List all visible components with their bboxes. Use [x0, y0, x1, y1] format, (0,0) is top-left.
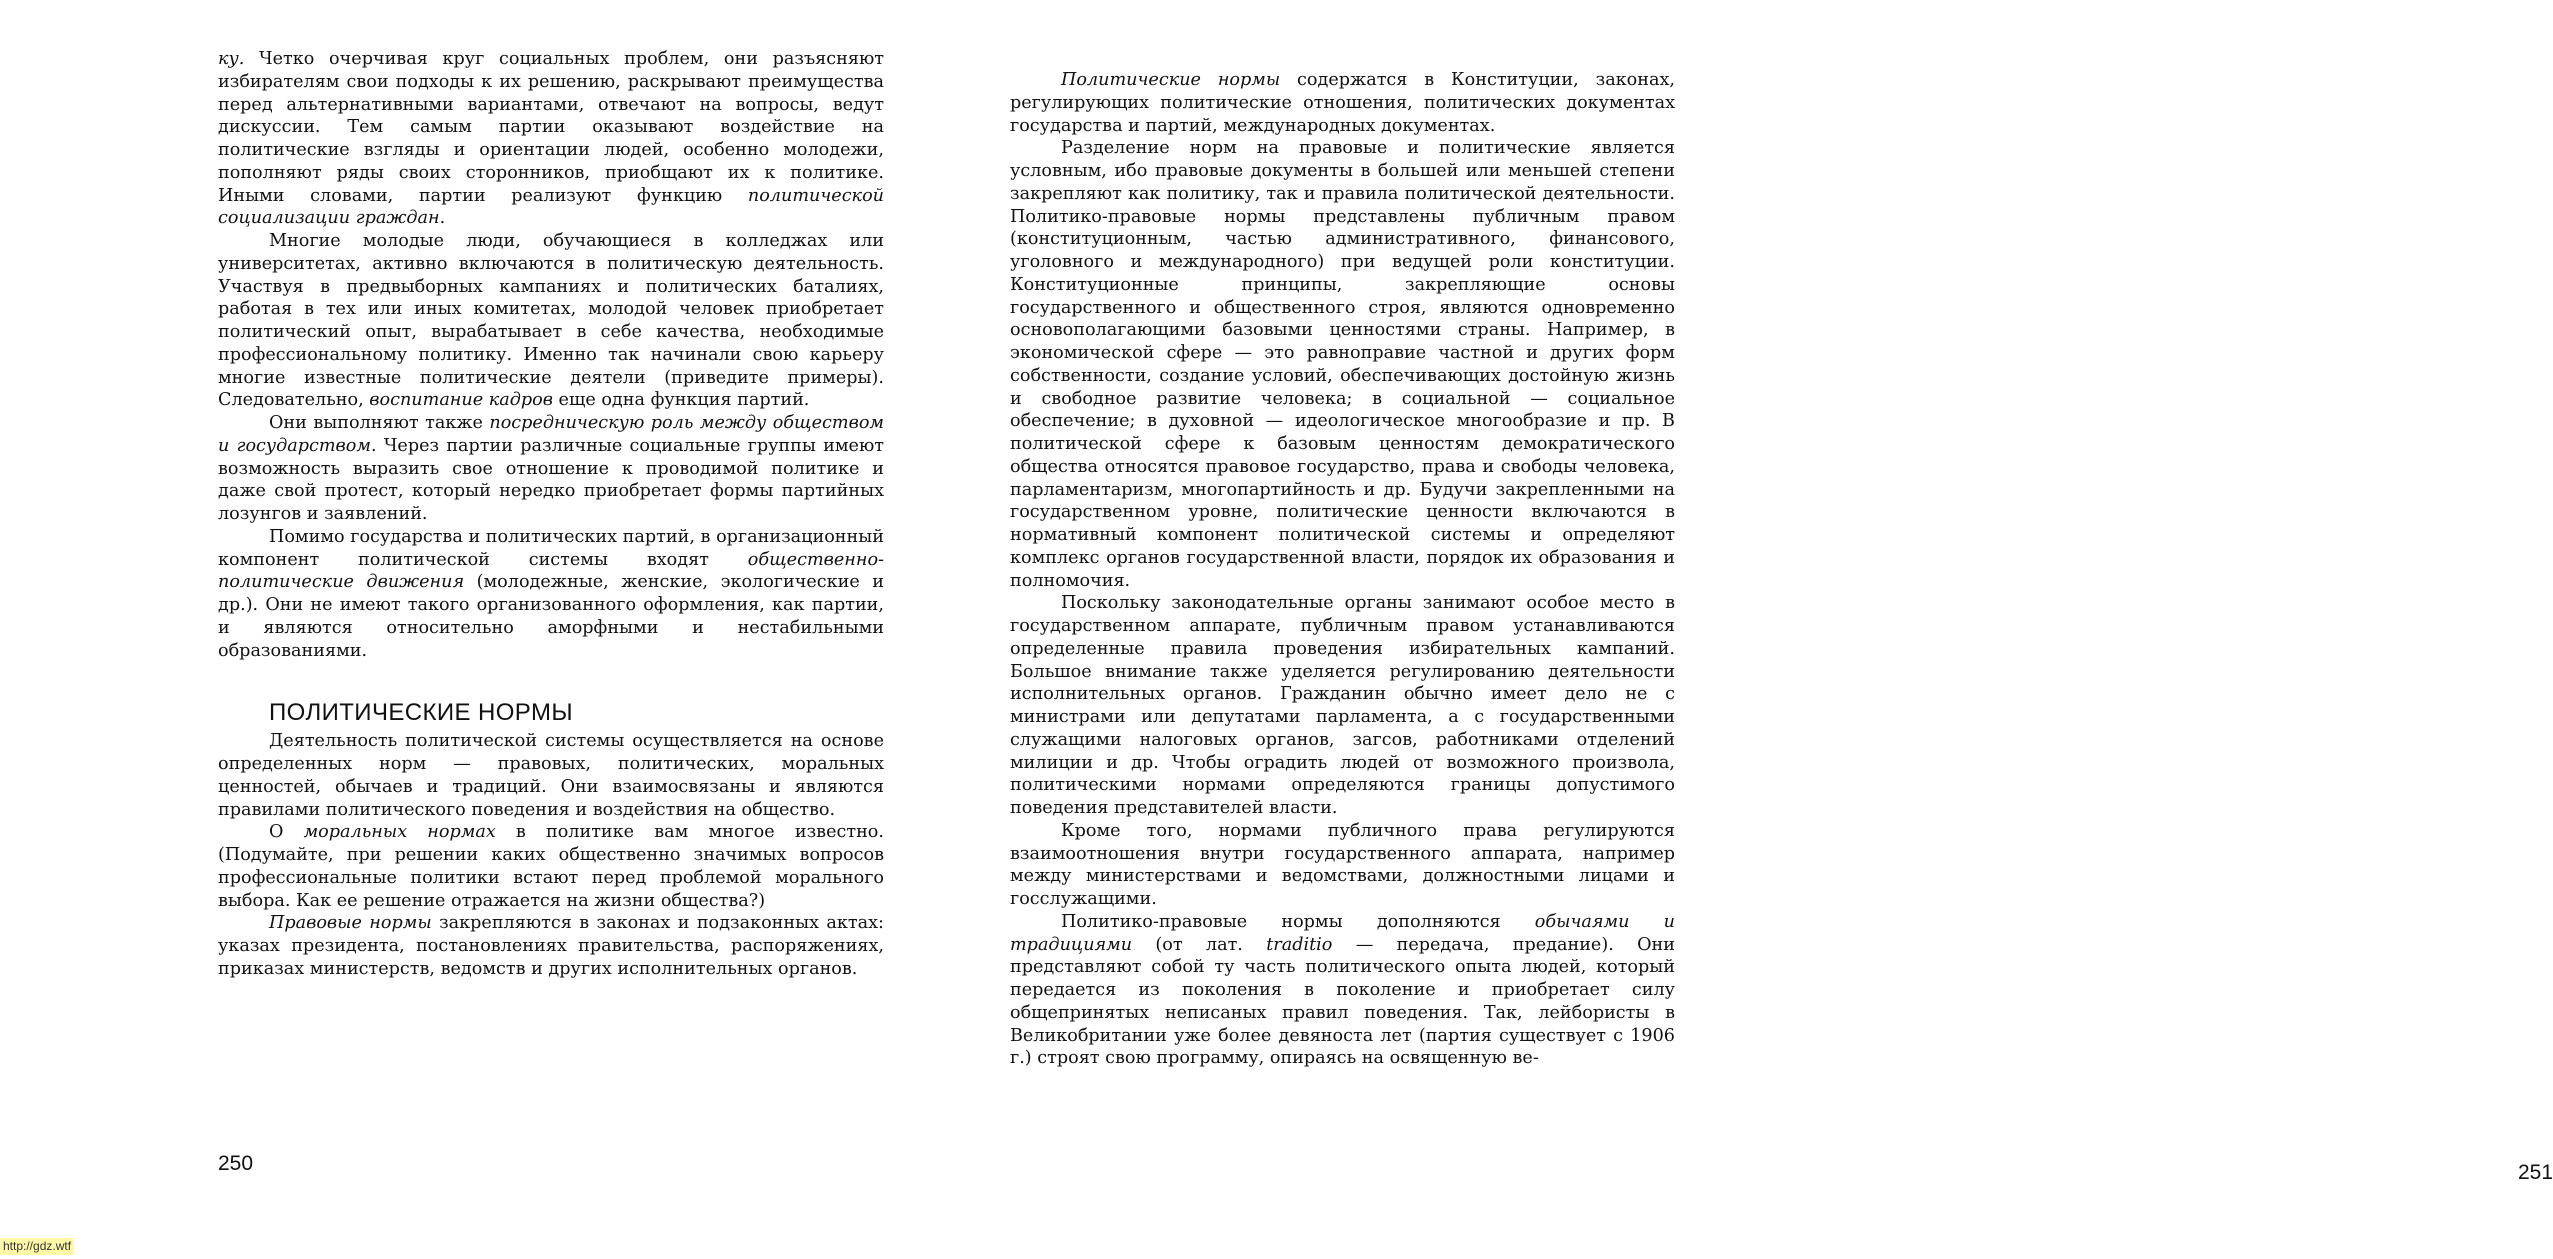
text-run: Разделение норм на правовые и политические является условным, ибо правовые документы в большей или меньшей степени закрепляют как политику, так и правила политической деятельности. Политико-правовые нормы представлены публичным правом (конституционным, частью административного, финансового, уголовного и международного) при ведущей роли конституции. Конституционные принципы, закрепляющие основы государственного и общественного строя, являются одновременно основополагающими базовыми ценностями страны. Например, в экономической сфере — это равноправие частной и других форм собственности, создание условий, обеспечивающих достойную жизнь и свободное развитие человека; в социальной — социальное обеспечение; в духовной — идеологическое многообразие и пр. В политической сфере к базовым ценностям демократического общества относятся правовое государство, права и свободы человека, парламентаризм, многопартийность и др. Будучи закрепленными на государственном уровне, политические ценности включаются в нормативный компонент политической системы и определяют комплекс органов государственной власти, порядок их образования и полномочия.	[1010, 138, 1675, 591]
left-page	[0, 0, 885, 1259]
paragraph	[1010, 820, 1675, 911]
paragraph	[218, 526, 884, 663]
italic-term: ку.	[218, 49, 245, 69]
text-run: Политико-правовые нормы дополняются	[1061, 911, 1535, 932]
paragraph	[218, 730, 884, 821]
right-paragraphs	[1010, 69, 1675, 1070]
paragraph	[218, 912, 884, 980]
watermark-link[interactable]: http://gdz.wtf	[0, 1238, 74, 1255]
text-run: Четко очерчивая круг социальных проблем, они разъясняют избирателям свои подходы к их решению, раскрывают преимущества перед альтернативными вариантами, отвечают на вопросы, ведут дискуссии. Тем самым партии оказывают воздействие на политические взгляды и ориентации людей, особенно молодежи, пополняют ряды своих сторонников, приобщают их к политике. Иными словами, партии реализуют функцию	[218, 49, 884, 206]
right-page	[877, 0, 2553, 1259]
right-text-column	[1010, 69, 1675, 1070]
text-run: содержатся в Конституции, законах, регулирующих политические отношения, политических документах государства и партий, международных документах.	[1010, 70, 1675, 136]
text-run: Кроме того, нормами публичного права регулируются взаимоотношения внутри государственного аппарата, например между министерствами и ведомствами, должностными лицами и госслужащими.	[1010, 820, 1675, 909]
text-run: еще одна функция партий.	[552, 390, 810, 411]
text-run: (от лат.	[1132, 934, 1267, 955]
italic-term: Политические нормы	[1061, 70, 1281, 90]
italic-term: Правовые нормы	[269, 913, 432, 934]
text-run: Они выполняют также	[269, 413, 490, 433]
text-run: .	[439, 208, 446, 229]
paragraph	[218, 821, 884, 912]
text-run: Помимо государства и политических партий, в организационный компонент политической системы входят	[218, 526, 884, 570]
text-run: закрепляются в законах и подзаконных актах: указах президента, постановлениях правительства, распоряжениях, приказах министерств, ведомств и других исполнительных органов.	[218, 913, 884, 979]
italic-term: политической социализации граждан	[218, 185, 884, 229]
left-paragraphs	[218, 48, 884, 662]
paragraph	[218, 230, 884, 412]
italic-term: воспитание кадров	[369, 390, 553, 411]
text-run: Поскольку законодательные органы занимают особое место в государственном аппарате, публичным правом устанавливаются определенные правила проведения избирательных кампаний. Большое внимание также уделяется регулированию деятельности исполнительных органов. Гражданин обычно имеет дело не с министрами или депутатами парламента, а с государственными служащими налоговых органов, загсов, работниками отделений милиции и др. Чтобы оградить людей от возможного произвола, политическими нормами определяются границы допустимого поведения представителей власти.	[1010, 593, 1675, 818]
italic-term: посредническую роль между обществом и государством	[218, 413, 885, 456]
page-number-right: 251	[2518, 1161, 2553, 1184]
text-run: — передача, предание). Они представляют собой ту часть политического опыта людей, который передается из поколения в поколение и приобретает силу общепринятых неписаных правил поведения. Так, лейбористы в Великобритании уже более девяноста лет (партия существует с 1906 г.) строят свою программу, опираясь на освященную ве-	[1010, 934, 1675, 1069]
page-number-left: 250	[218, 1152, 254, 1175]
paragraph	[1010, 137, 1675, 592]
paragraph	[218, 48, 884, 230]
paragraph	[218, 412, 884, 526]
section-heading: ПОЛИТИЧЕСКИЕ НОРМЫ	[269, 699, 573, 727]
italic-term: обычаями и традициями	[1010, 911, 1676, 955]
text-run: О	[269, 822, 304, 843]
text-run: (молодежные, женские, экологические и др.). Они не имеют такого организованного оформления, как партии, и являются относительно аморфными и нестабильными образованиями.	[218, 572, 885, 661]
italic-term: общественно-политические движения	[218, 549, 884, 593]
text-run: Многие молодые люди, обучающиеся в колледжах или университетах, активно включаются в политическую деятельность. Участвуя в предвыборных кампаниях и политических баталиях, работая в тех или иных комитетах, молодой человек приобретает политический опыт, вырабатывает в себе качества, необходимые профессиональному политику. Именно так начинали свою карьеру многие известные политические деятели (приведите примеры). Следовательно,	[218, 231, 884, 411]
italic-term: моральных нормах	[303, 822, 496, 843]
text-run: Деятельность политической системы осуществляется на основе определенных норм — правовых, политических, моральных ценностей, обычаев и традиций. Они взаимосвязаны и являются правилами политического поведения и воздействия на общество.	[218, 731, 884, 820]
paragraph	[1010, 911, 1675, 1070]
left-text-column	[218, 48, 884, 981]
text-run: в политике вам многое известно. (Подумайте, при решении каких общественно значимых вопросов профессиональные политики встают перед проблемой морального выбора. Как ее решение отражается на жизни общества?)	[218, 822, 884, 911]
paragraph	[1010, 592, 1675, 820]
italic-term: traditio	[1266, 934, 1333, 955]
left-paragraphs-after-heading	[218, 730, 884, 980]
text-run: . Через партии различные социальные группы имеют возможность выразить свое отношение к проводимой политике и даже свой протест, который нередко приобретает формы партийных лозунгов и заявлений.	[218, 435, 885, 524]
paragraph	[1010, 69, 1675, 137]
